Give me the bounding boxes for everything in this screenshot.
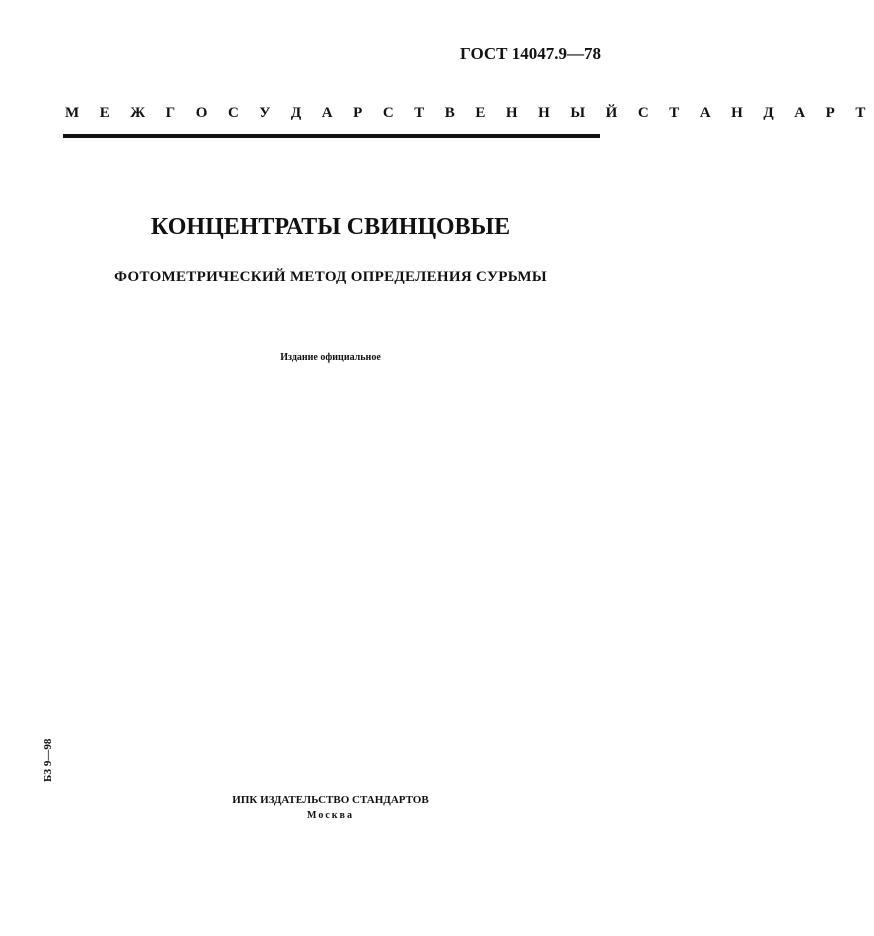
document-number: ГОСТ 14047.9—78 (460, 44, 601, 63)
publisher-name: ИПК ИЗДАТЕЛЬСТВО СТАНДАРТОВ (232, 794, 429, 806)
publisher-city: Москва (307, 810, 354, 821)
header-rule (63, 134, 600, 138)
edition-note: Издание официальное (280, 352, 381, 363)
document-subtitle: ФОТОМЕТРИЧЕСКИЙ МЕТОД ОПРЕДЕЛЕНИЯ СУРЬМЫ (114, 269, 547, 285)
document-title: КОНЦЕНТРАТЫ СВИНЦОВЫЕ (150, 214, 511, 240)
side-margin-code: БЗ 9—98 (42, 738, 54, 782)
standard-type-heading: М Е Ж Г О С У Д А Р С Т В Е Н Н Ы Й С Т А Н Д А Р Т (65, 105, 874, 121)
